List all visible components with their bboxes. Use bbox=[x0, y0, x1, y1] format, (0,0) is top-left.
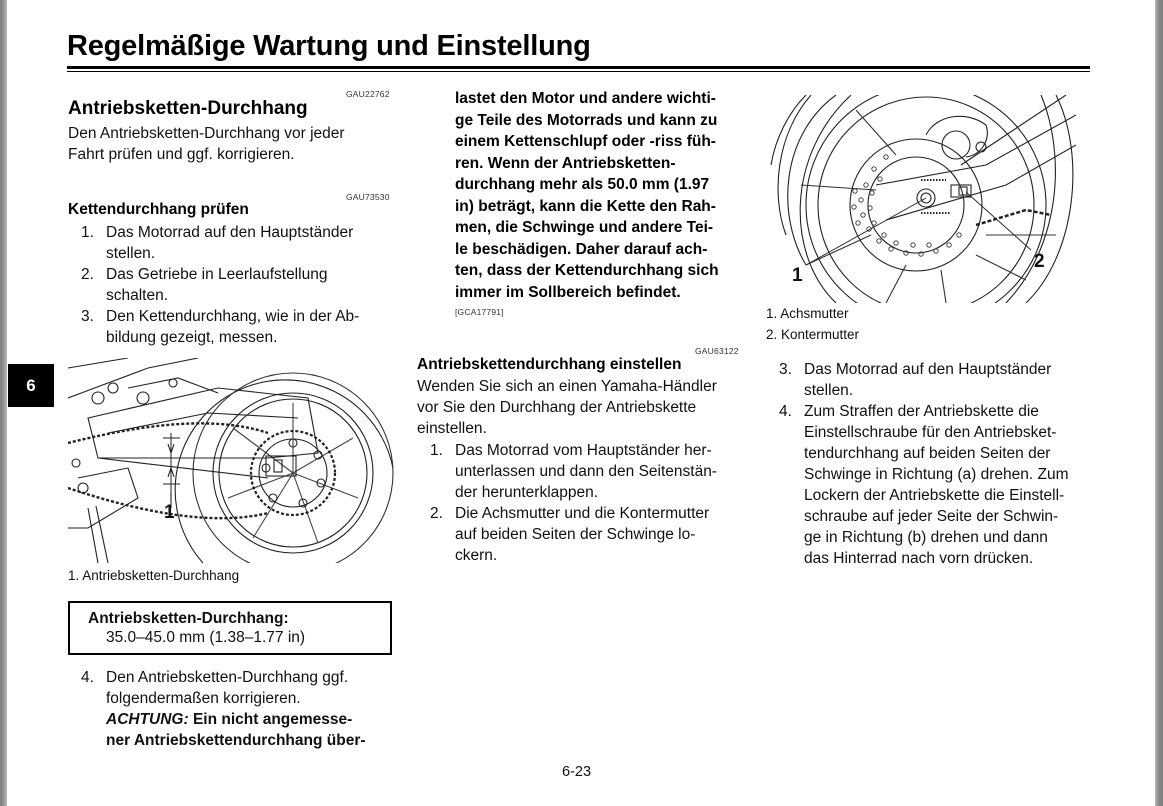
step-number: 4. bbox=[81, 669, 94, 686]
section-intro bbox=[68, 123, 345, 165]
text-line: Den Kettendurchhang, wie in der Ab- bbox=[106, 308, 360, 325]
step-number: 1. bbox=[430, 442, 443, 459]
subsection-heading: Kettendurchhang prüfen bbox=[68, 201, 249, 218]
text-line: Wenden Sie sich an einen Yamaha-Händler bbox=[417, 378, 717, 395]
text-line: Fahrt prüfen und ggf. korrigieren. bbox=[68, 146, 295, 163]
ref-code: GAU63122 bbox=[695, 346, 739, 356]
text-line: der herunterklappen. bbox=[455, 484, 599, 501]
caution-label: ACHTUNG: bbox=[106, 711, 189, 728]
spec-box bbox=[68, 601, 392, 655]
text-line: unterlassen und dann den Seitenstän- bbox=[455, 463, 717, 480]
list-item bbox=[417, 503, 757, 566]
step-4-list bbox=[68, 667, 398, 751]
text-line: stellen. bbox=[106, 245, 156, 262]
adjust-steps-list bbox=[417, 440, 757, 566]
text-line: schalten. bbox=[106, 287, 169, 304]
text-line: tendurchhang auf beiden Seiten der bbox=[804, 445, 1051, 462]
list-item bbox=[766, 401, 1106, 569]
adjust-steps-list-continued bbox=[766, 359, 1106, 569]
text-line: Den Antriebsketten-Durchhang vor jeder bbox=[68, 125, 345, 142]
step-number: 3. bbox=[81, 308, 94, 325]
list-item bbox=[417, 440, 757, 503]
text-line: auf beiden Seiten der Schwinge lo- bbox=[455, 526, 696, 543]
text-line: Das Getriebe in Leerlaufstellung bbox=[106, 266, 328, 283]
text-line: ge in Richtung (b) drehen und dann bbox=[804, 529, 1048, 546]
text-line: Den Antriebsketten-Durchhang ggf. bbox=[106, 669, 349, 686]
callout-1: 1 bbox=[792, 265, 803, 286]
text-line: men, die Schwinge und andere Tei- bbox=[455, 219, 714, 236]
text-line: durchhang mehr als 50.0 mm (1.97 bbox=[455, 176, 710, 193]
callout-2: 2 bbox=[1034, 251, 1045, 272]
title-rule-thin bbox=[67, 71, 1090, 72]
step-number: 4. bbox=[779, 403, 792, 420]
text-line: Schwinge in Richtung (a) drehen. Zum bbox=[804, 466, 1069, 483]
ref-code: GAU73530 bbox=[346, 192, 390, 202]
page-edge-left bbox=[0, 0, 7, 806]
figure-caption-1: 1. Achsmutter bbox=[766, 306, 849, 321]
figure-caption: 1. Antriebsketten-Durchhang bbox=[68, 568, 240, 583]
rear-wheel-drawing bbox=[766, 95, 1076, 303]
subsection-heading: Antriebskettendurchhang einstellen bbox=[417, 356, 682, 373]
text-line: ge Teile des Motorrads und kann zu bbox=[455, 111, 718, 129]
step-number: 3. bbox=[779, 361, 792, 378]
text-line: einstellen. bbox=[417, 420, 487, 437]
list-item bbox=[68, 264, 398, 306]
text-line: ckern. bbox=[455, 547, 498, 564]
text-line: Einstellschraube für den Antriebsket- bbox=[804, 424, 1057, 441]
text-line: Das Motorrad vom Hauptständer her- bbox=[455, 442, 712, 459]
list-item bbox=[68, 306, 398, 348]
text-line: Das Motorrad auf den Hauptständer bbox=[106, 224, 354, 241]
title-rule-thick bbox=[67, 66, 1090, 69]
step-number: 1. bbox=[81, 224, 94, 241]
axle-nut-illustration bbox=[766, 95, 1076, 303]
text-line: bildung gezeigt, messen. bbox=[106, 329, 278, 346]
list-item bbox=[766, 359, 1106, 401]
check-steps-list bbox=[68, 222, 398, 348]
text-line: schraube auf jeder Seite der Schwin- bbox=[804, 508, 1059, 525]
adjust-intro bbox=[417, 376, 717, 439]
caution-line bbox=[106, 709, 398, 730]
list-item bbox=[68, 667, 398, 751]
section-heading: Antriebsketten-Durchhang bbox=[68, 98, 308, 119]
list-item bbox=[68, 222, 398, 264]
text-line: ten, dass der Kettendurchhang sich bbox=[455, 262, 719, 279]
page-edge-right bbox=[1155, 0, 1163, 806]
caution-continuation bbox=[455, 88, 719, 303]
motorcycle-rear-drawing bbox=[68, 358, 398, 563]
caution-line: ner Antriebskettendurchhang über- bbox=[106, 732, 366, 749]
text-line: das Hinterrad nach vorn drücken. bbox=[804, 550, 1034, 567]
text-line: stellen. bbox=[804, 382, 854, 399]
chapter-tab: 6 bbox=[8, 364, 54, 407]
text-line: Die Achsmutter und die Kontermutter bbox=[455, 505, 710, 522]
figure-caption-2: 2. Kontermutter bbox=[766, 327, 860, 342]
caution-code: [GCA17791] bbox=[455, 307, 504, 317]
step-number: 2. bbox=[81, 266, 94, 283]
text-line: ren. Wenn der Antriebsketten- bbox=[455, 154, 676, 172]
text-line: einem Kettenschlupf oder -riss füh- bbox=[455, 133, 716, 150]
caution-text: Ein nicht angemesse- bbox=[188, 711, 353, 728]
text-line: immer im Sollbereich befindet. bbox=[455, 283, 681, 301]
spec-value: 35.0–45.0 mm (1.38–1.77 in) bbox=[106, 629, 306, 646]
text-line: lastet den Motor und andere wichti- bbox=[455, 90, 716, 107]
text-line: folgendermaßen korrigieren. bbox=[106, 690, 301, 707]
page-title: Regelmäßige Wartung und Einstellung bbox=[67, 30, 591, 62]
text-line: le beschädigen. Daher darauf ach- bbox=[455, 240, 708, 258]
callout-1: 1 bbox=[164, 502, 175, 523]
text-line: Das Motorrad auf den Hauptständer bbox=[804, 361, 1052, 378]
text-line: in) beträgt, kann die Kette den Rah- bbox=[455, 197, 716, 215]
page-number: 6-23 bbox=[562, 764, 592, 780]
text-line: Lockern der Antriebskette die Einstell- bbox=[804, 487, 1065, 504]
spec-label: Antriebsketten-Durchhang: bbox=[88, 610, 289, 627]
chain-slack-illustration bbox=[68, 358, 398, 563]
text-line: vor Sie den Durchhang der Antriebskette bbox=[417, 399, 697, 416]
text-line: Zum Straffen der Antriebskette die bbox=[804, 403, 1039, 420]
ref-code: GAU22762 bbox=[346, 89, 390, 99]
step-number: 2. bbox=[430, 505, 443, 522]
